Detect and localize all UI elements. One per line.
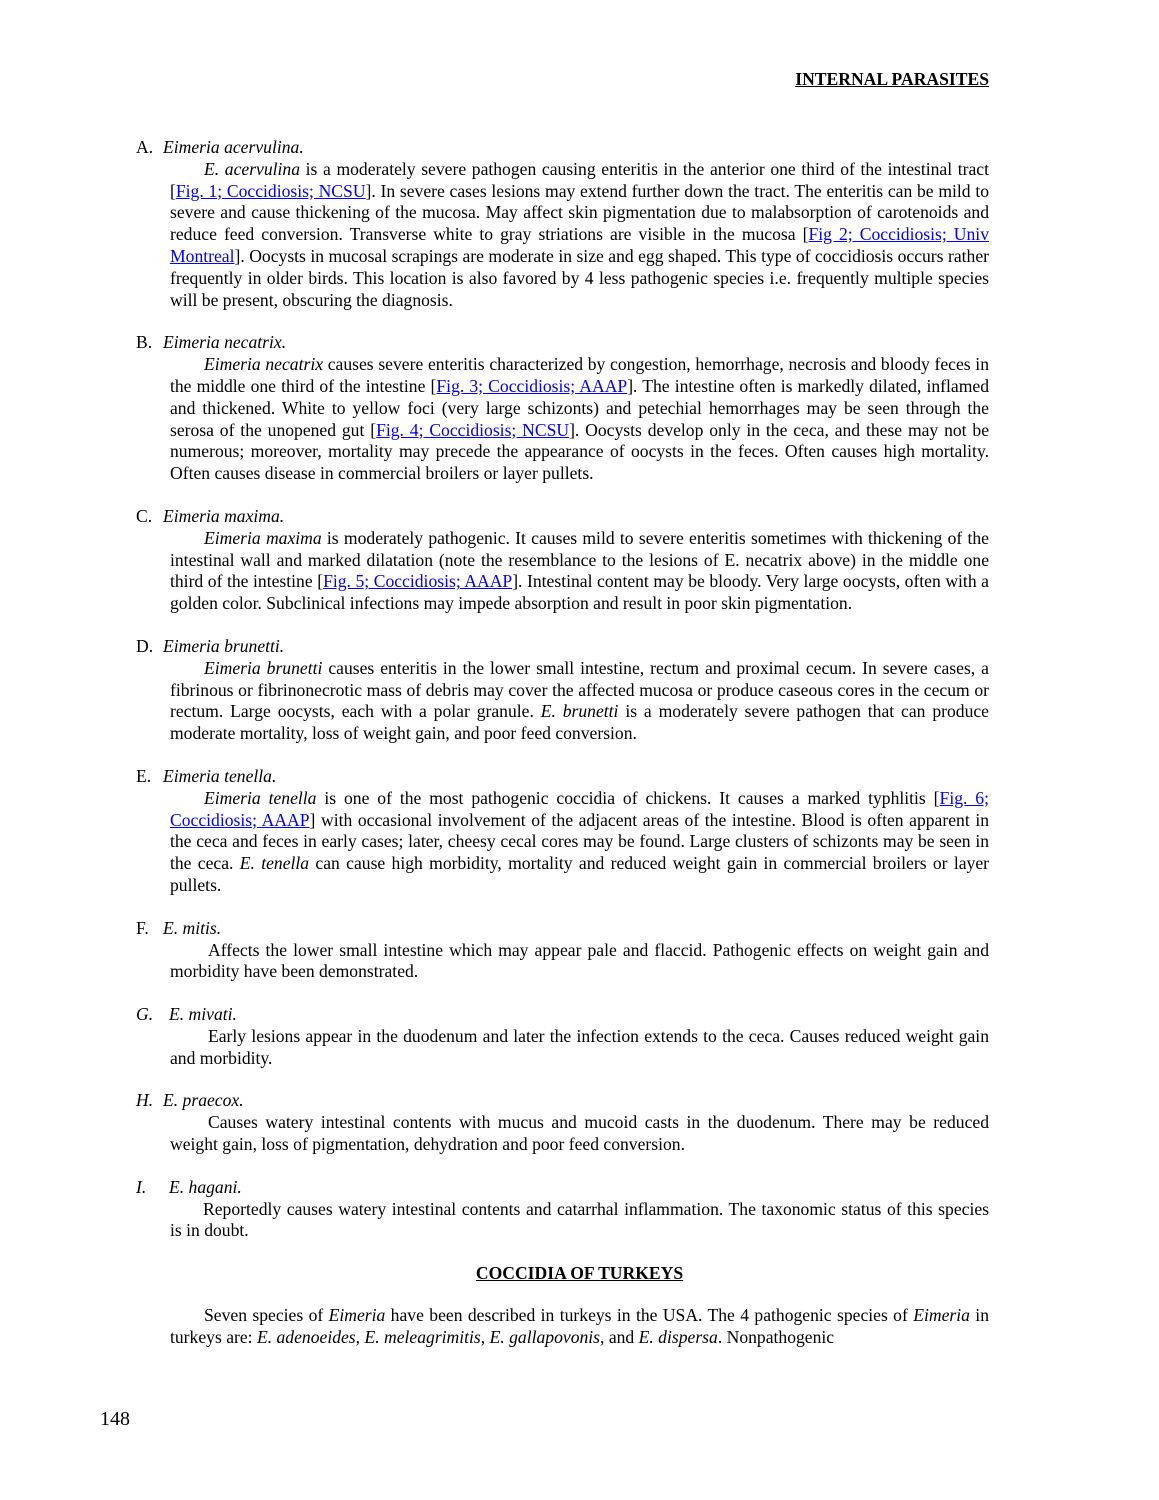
- paragraph-text: Seven species of: [204, 1305, 329, 1326]
- paragraph-text: Reportedly causes watery intestinal contents and catarrhal inflammation. The taxonomic status of this species is in doubt.: [170, 1198, 989, 1241]
- genus-mention: Eimeria: [913, 1305, 970, 1326]
- section-e: [136, 766, 989, 897]
- species-mention: E. adenoeides: [256, 1326, 356, 1347]
- section-heading: [136, 766, 989, 788]
- section-heading: [136, 506, 989, 528]
- section-paragraph: [170, 1112, 989, 1156]
- species-name: E. mitis.: [163, 917, 222, 938]
- genus-mention: Eimeria: [328, 1305, 386, 1326]
- species-name: E. hagani.: [169, 1176, 242, 1197]
- section-letter: D.: [136, 635, 154, 656]
- species-name: E. mivati.: [169, 1004, 237, 1025]
- section-heading: [136, 918, 989, 940]
- section-paragraph: [170, 1199, 989, 1243]
- figure-link[interactable]: Fig. 6; Coccidiosis; AAAP: [170, 787, 989, 830]
- figure-link[interactable]: Fig. 1; Coccidiosis; NCSU: [175, 180, 366, 201]
- paragraph-text: have been described in turkeys in the USA. The 4 pathogenic species of: [385, 1305, 914, 1326]
- section-letter: G.: [136, 1004, 154, 1025]
- section-i: [136, 1177, 989, 1242]
- section-paragraph: [170, 658, 989, 745]
- section-heading: [136, 636, 989, 658]
- section-f: [136, 918, 989, 983]
- paragraph-text: ]. Oocysts develop only in the ceca, and these may not be numerous; moreover, mortality may precede the appearance of oocysts in the feces. Often causes high mortality. Often causes disease in commercial broilers or layer pullets.: [170, 419, 990, 484]
- section-heading: [136, 1004, 989, 1026]
- species-mention: E. brunetti: [540, 701, 619, 722]
- figure-link[interactable]: Fig. 3; Coccidiosis; AAAP: [436, 375, 628, 396]
- species-name: Eimeria acervulina.: [163, 137, 304, 157]
- section-g: [136, 1004, 989, 1069]
- paragraph-text: . Nonpathogenic: [717, 1326, 835, 1347]
- page-content: [136, 137, 989, 1349]
- paragraph-text: Affects the lower small intestine which may appear pale and flaccid. Pathogenic effects on weight gain and morbidity have been demonstrated.: [170, 939, 989, 982]
- paragraph-text: can cause high morbidity, mortality and reduced weight gain in commercial broilers or layer pullets.: [170, 853, 989, 895]
- paragraph-text: is a moderately severe pathogen that can produce moderate mortality, loss of weight gain, and poor feed conversion.: [170, 701, 989, 744]
- paragraph-text: Causes watery intestinal contents with mucus and mucoid casts in the duodenum. There may be reduced weight gain, loss of pigmentation, dehydration and poor feed conversion.: [170, 1112, 989, 1155]
- species-mention: E. gallapovonis: [489, 1326, 601, 1347]
- page-number: 148: [100, 1408, 130, 1430]
- species-name: Eimeria tenella.: [163, 765, 277, 786]
- section-paragraph: [170, 159, 989, 312]
- paragraph-text: ]. In severe cases lesions may extend further down the tract. The enteritis can be mild to severe and cause thickening of the mucosa. May affect skin pigmentation due to malabsorption of carotenoids and reduce feed conversion. Transverse white to gray striations are visible in the mucosa [: [170, 180, 989, 245]
- species-name: Eimeria necatrix.: [163, 332, 287, 353]
- paragraph-text: ]. Oocysts in mucosal scrapings are moderate in size and egg shaped. This type of coccidiosis occurs rather frequently in older birds. This location is also favored by 4 less pathogenic species i.e. frequently multiple species will be present, obscuring the diagnosis.: [170, 245, 989, 310]
- section-letter: I.: [136, 1176, 147, 1197]
- section-a: [136, 137, 989, 311]
- paragraph-text: is one of the most pathogenic coccidia of chickens. It causes a marked typhlitis [: [316, 787, 940, 808]
- section-heading: [136, 1177, 989, 1199]
- section-letter: E.: [136, 765, 152, 786]
- section-letter: B.: [136, 332, 153, 353]
- section-heading: [136, 332, 989, 354]
- section-letter: H.: [136, 1090, 154, 1111]
- section-paragraph: [170, 788, 989, 897]
- section-letter: F.: [136, 917, 149, 938]
- species-mention: E. meleagrimitis: [364, 1326, 481, 1347]
- species-mention: E. dispersa: [638, 1326, 718, 1347]
- paragraph-text: in turkeys are:: [170, 1305, 989, 1347]
- section-paragraph: [170, 1026, 989, 1070]
- paragraph-text: is moderately pathogenic. It causes mild to severe enteritis sometimes with thickening of the intestinal wall and marked dilatation (note the resemblance to the lesions of E. necatrix above) in the middle one third of the intestine [: [170, 527, 989, 592]
- section-paragraph: [170, 940, 989, 984]
- section-heading: [136, 1090, 989, 1112]
- paragraph-text: is a moderately severe pathogen causing enteritis in the anterior one third of the intestinal tract [: [170, 158, 990, 201]
- figure-link[interactable]: Fig. 4; Coccidiosis; NCSU: [376, 419, 570, 440]
- section-letter: C.: [136, 505, 153, 526]
- lead-species: E. acervulina: [204, 158, 301, 179]
- turkeys-paragraph: [170, 1305, 989, 1349]
- section-d: [136, 636, 989, 745]
- section-letter: A.: [136, 137, 154, 157]
- paragraph-text: causes enteritis in the lower small intestine, rectum and proximal cecum. In severe cases, a fibrinous or fibrinonecrotic mass of debris may cover the affected mucosa or produce caseous cores in the cecum or rectum. Large oocysts, each with a polar granule.: [170, 657, 989, 722]
- figure-link[interactable]: Fig. 5; Coccidiosis; AAAP: [323, 571, 513, 592]
- species-name: Eimeria brunetti.: [163, 635, 285, 656]
- paragraph-text: ,: [355, 1326, 365, 1347]
- lead-species: Eimeria maxima: [204, 527, 322, 548]
- section-paragraph: [170, 354, 989, 485]
- paragraph-text: ,: [480, 1326, 490, 1347]
- section-paragraph: [170, 528, 989, 615]
- paragraph-text: Early lesions appear in the duodenum and later the infection extends to the ceca. Causes reduced weight gain and morbidity.: [170, 1025, 989, 1068]
- species-name: Eimeria maxima.: [163, 505, 285, 526]
- paragraph-text: ] with occasional involvement of the adjacent areas of the intestine. Blood is often apparent in the ceca and feces in early cases; later, cheesy cecal cores may be found. Large clusters of schizonts may be seen in the ceca.: [170, 809, 989, 874]
- paragraph-text: ]. Intestinal content may be bloody. Very large oocysts, often with a golden color. Subclinical infections may impede absorption and result in poor skin pigmentation.: [170, 571, 989, 614]
- lead-species: Eimeria tenella: [204, 787, 317, 808]
- species-mention: E. tenella: [239, 853, 310, 874]
- species-name: E. praecox.: [163, 1090, 244, 1111]
- section-heading: [136, 137, 989, 159]
- section-h: [136, 1090, 989, 1155]
- paragraph-text: ]. The intestine often is markedly dilated, inflamed and thickened. White to yellow foci (very large schizonts) and petechial hemorrhages may be seen through the serosa of the unopened gut [: [170, 375, 990, 440]
- turkeys-heading: COCCIDIA OF TURKEYS: [475, 1263, 684, 1284]
- section-c: [136, 506, 989, 615]
- paragraph-text: , and: [600, 1326, 639, 1347]
- lead-species: Eimeria brunetti: [204, 657, 323, 678]
- lead-species: Eimeria necatrix: [204, 354, 324, 375]
- figure-link[interactable]: Fig 2; Coccidiosis; Univ Montreal: [170, 224, 989, 266]
- running-header: INTERNAL PARASITES: [795, 69, 989, 89]
- paragraph-text: causes severe enteritis characterized by congestion, hemorrhage, necrosis and bloody feces in the middle one third of the intestine [: [170, 354, 989, 396]
- section-b: [136, 332, 989, 485]
